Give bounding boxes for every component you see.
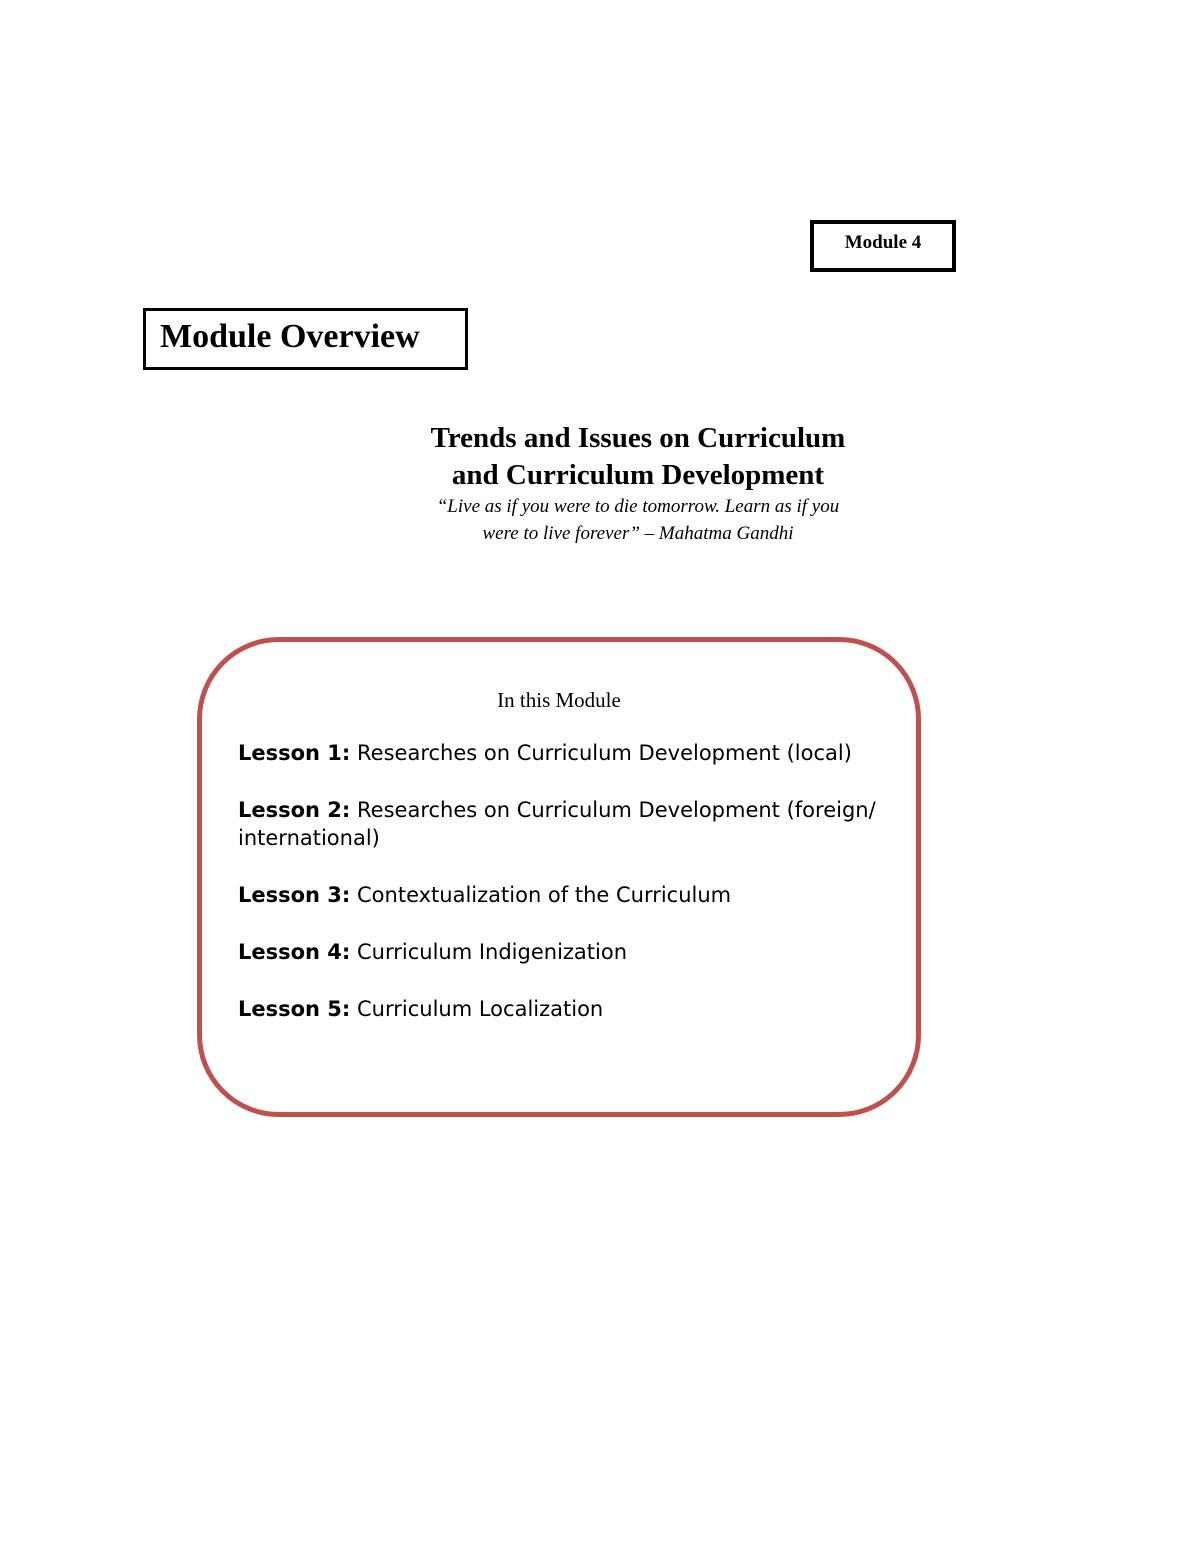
lesson-title: Contextualization of the Curriculum [357,883,732,907]
module-title-line-1: Trends and Issues on Curriculum [430,422,846,454]
lesson-title: Researches on Curriculum Development (foreign/ international) [238,798,876,850]
lesson-item [238,995,878,1023]
module-number-label: Module 4 [844,232,922,253]
in-this-module-heading: In this Module [497,688,621,712]
lesson-item [238,739,878,767]
module-number-tag [810,220,956,272]
quote-line-2: were to live forever” – Mahatma Gandhi [482,523,794,544]
module-title-block [388,420,888,548]
in-this-module-panel [197,637,921,1117]
lesson-item [238,938,878,966]
lesson-title: Researches on Curriculum Development (local) [357,741,852,765]
lesson-label: Lesson 5: [238,997,351,1021]
lesson-label: Lesson 1: [238,741,351,765]
lesson-label: Lesson 2: [238,798,351,822]
module-title-line-2: and Curriculum Development [451,459,825,491]
module-overview-heading: Module Overview [160,318,420,355]
quote-line-1: “Live as if you were to die tomorrow. Learn as if you [436,496,840,517]
lesson-title: Curriculum Indigenization [357,940,628,964]
lesson-label: Lesson 3: [238,883,351,907]
lesson-title: Curriculum Localization [357,997,604,1021]
lesson-item [238,881,878,909]
lesson-label: Lesson 4: [238,940,351,964]
lesson-list [238,739,878,1052]
lesson-item [238,796,878,852]
module-overview-heading-box [143,308,468,370]
